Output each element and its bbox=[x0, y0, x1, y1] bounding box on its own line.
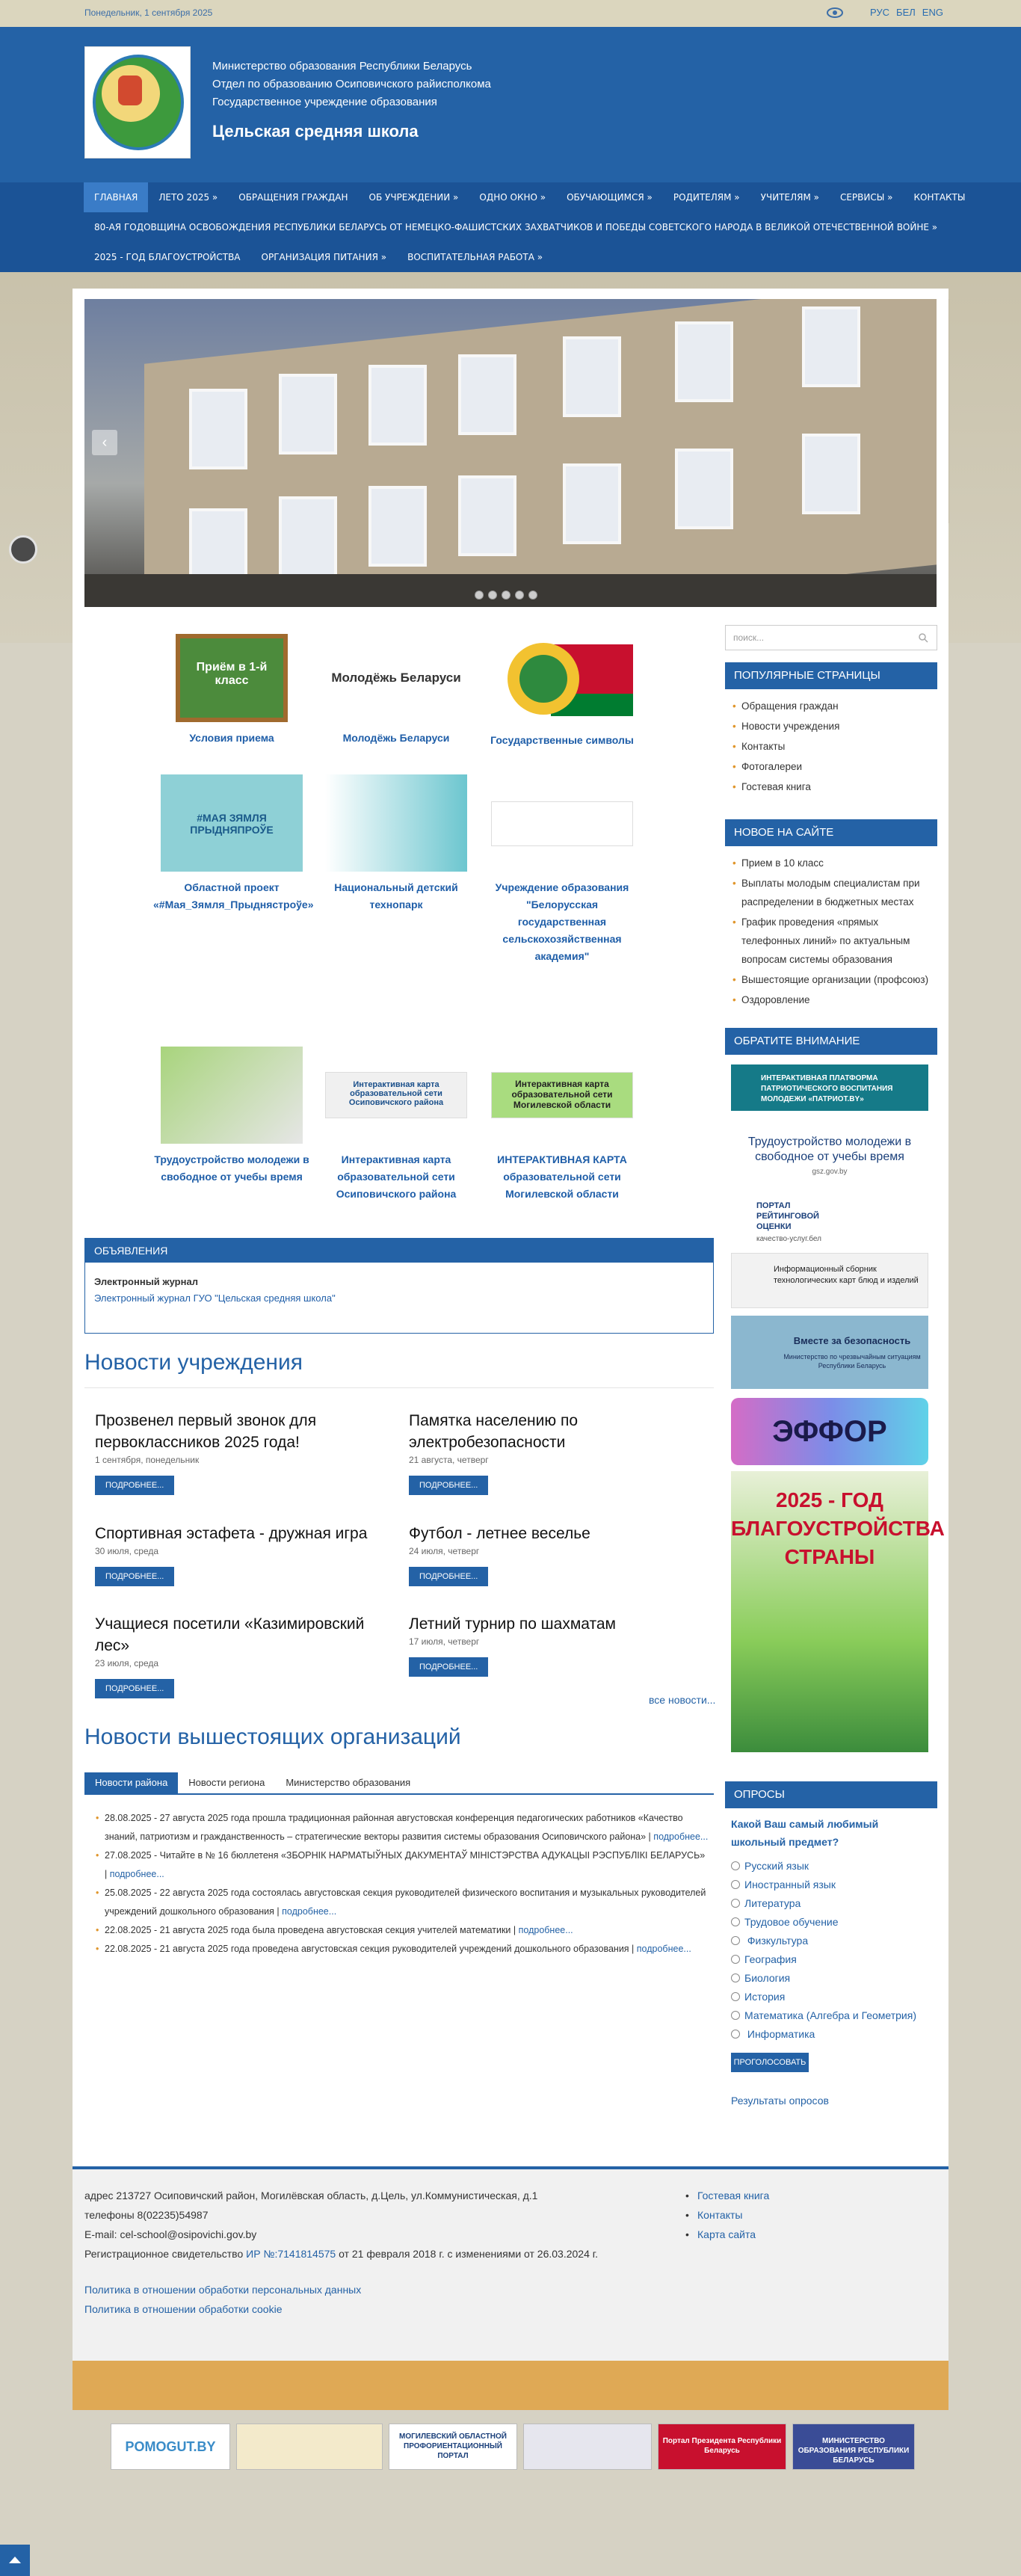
org-news-text: 27.08.2025 - Читайте в № 16 бюллетеня «ЗБОРНІК НАРМАТЫЎНЫХ ДАКУМЕНТАЎ МІНІСТЭРСТВА АДУКАЦЫІ РЭСПУБЛІКІ БЕЛАРУСЬ» | bbox=[105, 1850, 706, 1879]
news-title[interactable]: Футбол - летнее веселье bbox=[409, 1525, 590, 1542]
banner-sub: Министерство по чрезвычайным ситуациям Республики Беларусь bbox=[783, 1353, 921, 1369]
nav-one-window[interactable]: ОДНО ОКНО » bbox=[479, 192, 546, 203]
slider-dot[interactable] bbox=[515, 591, 524, 600]
region-map-image: Интерактивная карта образовательной сети Могилевской области bbox=[491, 1072, 633, 1118]
read-more-button[interactable]: ПОДРОБНЕЕ... bbox=[95, 1679, 174, 1698]
read-more-link[interactable]: подробнее... bbox=[636, 1944, 691, 1954]
popular-link[interactable]: • Контакты bbox=[725, 737, 937, 756]
poll-option[interactable]: История bbox=[731, 1991, 785, 2003]
state-emblem-icon bbox=[491, 634, 633, 722]
popular-link[interactable]: • Обращения граждан bbox=[725, 697, 937, 715]
school-logo[interactable] bbox=[84, 46, 191, 158]
tile-label: Интерактивная карта образовательной сети Осиповичского района bbox=[336, 1153, 457, 1200]
slider-dot[interactable] bbox=[475, 591, 484, 600]
search-input[interactable]: поиск... bbox=[725, 625, 937, 650]
banner-partner[interactable] bbox=[236, 2424, 383, 2470]
reg-link[interactable]: ИР №:7141814575 bbox=[246, 2248, 336, 2260]
news-item bbox=[95, 1523, 401, 1586]
tile-admission[interactable] bbox=[153, 634, 310, 747]
header-ministry: Министерство образования Республики Беларусь bbox=[212, 60, 472, 73]
banner-pomogut[interactable]: POMOGUT.BY bbox=[111, 2424, 230, 2470]
nav-services[interactable]: СЕРВИСЫ » bbox=[839, 192, 893, 203]
banner-partner[interactable] bbox=[523, 2424, 652, 2470]
org-news-text: 28.08.2025 - 27 августа 2025 года прошла традиционная районная августовская конференция педагогических работников «Качество знаний, патриотизм и гражданственность – стратегические векторы развития системы образования Осиповичского района» | bbox=[105, 1813, 683, 1842]
nav-anniversary[interactable]: 80-АЯ ГОДОВЩИНА ОСВОБОЖДЕНИЯ РЕСПУБЛИКИ БЕЛАРУСЬ ОТ НЕМЕЦКО-ФАШИСТСКИХ ЗАХВАТЧИКОВ И ПОБЕДЫ СОВЕТСКОГО НАРОДА В ВЕЛИКОЙ ОТЕЧЕСТВЕННОЙ ВОЙНЕ » bbox=[94, 222, 938, 232]
org-news-text: 22.08.2025 - 21 августа 2025 года проведена августовская секция руководителей учреждений дошкольного образования | bbox=[105, 1944, 635, 1954]
read-more-link[interactable]: подробнее... bbox=[282, 1906, 337, 1917]
banner-effor[interactable]: ЭФФОР bbox=[731, 1398, 928, 1465]
nav-nutrition[interactable]: ОРГАНИЗАЦИЯ ПИТАНИЯ » bbox=[261, 252, 387, 262]
reg-date: от 21 февраля 2018 г. с изменениями от 26.03.2024 г. bbox=[339, 2248, 599, 2260]
org-news-text: 22.08.2025 - 21 августа 2025 года была проведена августовская секция учителей математики | bbox=[105, 1925, 516, 1935]
popular-link[interactable]: • Фотогалереи bbox=[725, 757, 937, 776]
partner-banners bbox=[111, 2424, 915, 2470]
nav-about[interactable]: ОБ УЧРЕЖДЕНИИ » bbox=[368, 192, 459, 203]
scroll-top-button[interactable] bbox=[0, 2545, 30, 2576]
tile-label: Областной проект «#Мая_Зямля_Прыднястроўе» bbox=[153, 881, 314, 910]
new-link[interactable]: • Оздоровление bbox=[725, 990, 937, 1009]
tile-label: Учреждение образования "Белорусская государственная сельскохозяйственная академия" bbox=[495, 881, 629, 962]
news-date: 1 сентября, понедельник bbox=[95, 1455, 200, 1465]
banner-safety[interactable] bbox=[731, 1316, 928, 1389]
footer-email: E-mail: cel-school@osipovichi.gov.by bbox=[84, 2228, 257, 2240]
slider-dot[interactable] bbox=[528, 591, 537, 600]
search-icon[interactable] bbox=[918, 632, 928, 643]
slider-dot[interactable] bbox=[488, 591, 497, 600]
org-news-tabs bbox=[84, 1772, 714, 1795]
slider-prev-button[interactable]: ‹ bbox=[92, 430, 117, 455]
lang-eng[interactable]: ENG bbox=[922, 7, 943, 18]
banner-ministry[interactable]: МИНИСТЕРСТВО ОБРАЗОВАНИЯ РЕСПУБЛИКИ БЕЛАРУСЬ bbox=[792, 2424, 915, 2470]
tab-district[interactable]: Новости района bbox=[84, 1772, 178, 1793]
banner-text: ПОРТАЛ РЕЙТИНГОВОЙ ОЦЕНКИ bbox=[756, 1201, 819, 1231]
banner-rating[interactable] bbox=[731, 1193, 928, 1247]
announcement-title: Электронный журнал bbox=[94, 1276, 198, 1287]
new-on-site bbox=[725, 819, 937, 1011]
org-news-text: 25.08.2025 - 22 августа 2025 года состоялась августовская секция руководителей физического воспитания и музыкальных руководителей учреждений дошкольного образования | bbox=[105, 1888, 706, 1917]
banner-patriot[interactable]: ИНТЕРАКТИВНАЯ ПЛАТФОРМА ПАТРИОТИЧЕСКОГО ВОСПИТАНИЯ МОЛОДЕЖИ «ПАТРИОТ.BY» bbox=[731, 1064, 928, 1111]
banner-employment[interactable] bbox=[731, 1118, 928, 1187]
list-item bbox=[96, 1940, 709, 1959]
list-item bbox=[96, 1884, 709, 1921]
decorative-bar bbox=[73, 2361, 948, 2410]
banner-prof-portal[interactable]: МОГИЛЕВСКИЙ ОБЛАСТНОЙ ПРОФОРИЕНТАЦИОННЫЙ ПОРТАЛ bbox=[389, 2424, 517, 2470]
org-news-heading: Новости вышестоящих организаций bbox=[84, 1725, 461, 1749]
lang-rus[interactable]: РУС bbox=[870, 7, 890, 18]
reg-text: Регистрационное свидетельство bbox=[84, 2248, 244, 2260]
nav-students[interactable]: ОБУЧАЮЩИМСЯ » bbox=[567, 192, 653, 203]
regional-project-image: #МАЯ ЗЯМЛЯ ПРЫДНЯПРОЎЕ bbox=[161, 774, 303, 872]
tile-agri-academy[interactable] bbox=[484, 774, 641, 965]
vote-button[interactable]: ПРОГОЛОСОВАТЬ bbox=[731, 2053, 809, 2072]
news-date: 30 июля, среда bbox=[95, 1546, 159, 1556]
list-item bbox=[96, 1921, 709, 1940]
popular-link[interactable]: • Гостевая книга bbox=[725, 777, 937, 796]
news-divider bbox=[84, 1387, 714, 1388]
slider-dots bbox=[475, 591, 537, 600]
announcement-link[interactable]: Электронный журнал ГУО "Цельская средняя школа" bbox=[94, 1292, 336, 1304]
read-more-link[interactable]: подробнее... bbox=[518, 1925, 573, 1935]
poll-option[interactable]: Иностранный язык bbox=[731, 1879, 836, 1891]
header-institution: Государственное учреждение образования bbox=[212, 96, 437, 108]
announcements-box bbox=[84, 1238, 714, 1334]
news-title[interactable]: Спортивная эстафета - дружная игра bbox=[95, 1525, 368, 1542]
tile-region-map[interactable] bbox=[484, 1047, 641, 1203]
slider-dot[interactable] bbox=[502, 591, 510, 600]
news-date: 21 августа, четверг bbox=[409, 1455, 489, 1465]
admission-image: Приём в 1-й класс bbox=[176, 634, 288, 722]
news-item bbox=[409, 1613, 715, 1677]
news-date: 23 июля, среда bbox=[95, 1658, 159, 1668]
nav-contacts[interactable]: КОНТАКТЫ bbox=[913, 192, 966, 203]
tile-symbols[interactable] bbox=[484, 634, 641, 749]
news-item bbox=[95, 1410, 401, 1495]
new-link[interactable]: • Выплаты молодым специалистам при распределении в бюджетных местах bbox=[725, 874, 937, 911]
eye-icon[interactable] bbox=[827, 6, 843, 19]
banner-text: Вместе за безопасность bbox=[793, 1335, 911, 1346]
nav-teachers[interactable]: УЧИТЕЛЯМ » bbox=[760, 192, 819, 203]
poll-option[interactable]: Биология bbox=[731, 1972, 790, 1984]
news-item bbox=[409, 1410, 715, 1495]
attention-box bbox=[725, 1028, 937, 1055]
banner-tech-cards[interactable]: Информационный сборник технологических карт блюд и изделий bbox=[731, 1253, 928, 1308]
tile-label: Национальный детский технопарк bbox=[334, 881, 458, 910]
list-item bbox=[96, 1846, 709, 1884]
new-title: НОВОЕ НА САЙТЕ bbox=[725, 819, 937, 846]
tile-label: Молодёжь Беларуси bbox=[342, 732, 450, 744]
banner-year-improvement[interactable]: 2025 - ГОД БЛАГОУСТРОЙСТВА СТРАНЫ bbox=[731, 1471, 928, 1752]
footer-address: адрес 213727 Осиповичский район, Могилёвская область, д.Цель, ул.Коммунистическая, д.1 bbox=[84, 2190, 538, 2201]
all-news-link[interactable]: все новости... bbox=[649, 1694, 716, 1706]
new-link[interactable]: • Прием в 10 класс bbox=[725, 854, 937, 872]
nav-summer[interactable]: ЛЕТО 2025 » bbox=[158, 192, 218, 203]
footer-link-guestbook[interactable]: • Гостевая книга bbox=[685, 2186, 769, 2205]
banner-text: Трудоустройство молодежи в свободное от учебы время bbox=[747, 1136, 912, 1163]
read-more-button[interactable]: ПОДРОБНЕЕ... bbox=[409, 1657, 488, 1677]
new-link[interactable]: • График проведения «прямых телефонных линий» по актуальным вопросам системы образования bbox=[725, 913, 937, 969]
nav-year[interactable]: 2025 - ГОД БЛАГОУСТРОЙСТВА bbox=[94, 252, 241, 262]
language-switcher bbox=[870, 7, 950, 18]
new-link[interactable]: • Вышестоящие организации (профсоюз) bbox=[725, 970, 937, 989]
news-date: 24 июля, четверг bbox=[409, 1546, 480, 1556]
tile-youth[interactable] bbox=[318, 634, 475, 747]
accessibility-icon[interactable] bbox=[9, 535, 37, 564]
poll-question: Какой Ваш самый любимый школьный предмет? bbox=[731, 1818, 879, 1848]
tab-ministry[interactable]: Министерство образования bbox=[286, 1777, 411, 1788]
footer-registration bbox=[84, 2244, 598, 2264]
poll-option[interactable]: Физкультура bbox=[731, 1935, 808, 1947]
news-title[interactable]: Учащиеся посетили «Казимировский лес» bbox=[95, 1615, 365, 1654]
current-date: Понедельник, 1 сентября 2025 bbox=[84, 7, 213, 18]
read-more-button[interactable]: ПОДРОБНЕЕ... bbox=[95, 1476, 174, 1495]
poll-option[interactable]: Трудовое обучение bbox=[731, 1916, 839, 1928]
image-slider bbox=[84, 299, 937, 607]
school-name: Цельская средняя школа bbox=[212, 122, 419, 141]
read-more-button[interactable]: ПОДРОБНЕЕ... bbox=[95, 1567, 174, 1586]
list-item bbox=[96, 1809, 709, 1846]
footer-phone: телефоны 8(02235)54987 bbox=[84, 2209, 209, 2221]
tile-district-map[interactable] bbox=[318, 1047, 475, 1203]
poll-box bbox=[725, 1781, 937, 1808]
youth-logo: Молодёжь Беларуси bbox=[331, 671, 461, 685]
poll-option[interactable]: Информатика bbox=[731, 2028, 815, 2040]
academy-image bbox=[491, 801, 633, 846]
attention-title: ОБРАТИТЕ ВНИМАНИЕ bbox=[725, 1028, 937, 1055]
footer-link-contacts[interactable]: • Контакты bbox=[685, 2205, 769, 2225]
news-item bbox=[409, 1523, 715, 1586]
header-department: Отдел по образованию Осиповичского райисполкома bbox=[212, 78, 491, 90]
district-map-image: Интерактивная карта образовательной сети Осиповичского района bbox=[325, 1072, 467, 1118]
footer-link-sitemap[interactable]: • Карта сайта bbox=[685, 2225, 769, 2244]
poll-option[interactable]: География bbox=[731, 1953, 797, 1965]
news-item bbox=[95, 1613, 401, 1698]
poll-option[interactable]: Литература bbox=[731, 1897, 801, 1909]
banner-president[interactable]: Портал Президента Республики Беларусь bbox=[658, 2424, 786, 2470]
popular-pages bbox=[725, 662, 937, 798]
poll-option[interactable]: Математика (Алгебра и Геометрия) bbox=[731, 2009, 916, 2021]
read-more-button[interactable]: ПОДРОБНЕЕ... bbox=[409, 1476, 488, 1495]
nav-parents[interactable]: РОДИТЕЛЯМ » bbox=[673, 192, 740, 203]
news-title[interactable]: Прозвенел первый звонок для первоклассников 2025 года! bbox=[95, 1412, 317, 1451]
read-more-link[interactable]: подробнее... bbox=[109, 1869, 164, 1879]
tile-label: Трудоустройство молодежи в свободное от учебы время bbox=[154, 1153, 309, 1183]
tile-label: ИНТЕРАКТИВНАЯ КАРТА образовательной сети Могилевской области bbox=[497, 1153, 627, 1200]
nav-upbringing[interactable]: ВОСПИТАТЕЛЬНАЯ РАБОТА » bbox=[407, 252, 543, 262]
main-nav bbox=[0, 182, 1021, 272]
news-title[interactable]: Памятка населению по электробезопасности bbox=[409, 1412, 579, 1451]
banner-sub: gsz.gov.by bbox=[812, 1168, 848, 1176]
poll-results-link[interactable]: Результаты опросов bbox=[731, 2095, 829, 2107]
tab-region[interactable]: Новости региона bbox=[188, 1777, 265, 1788]
lang-bel[interactable]: БЕЛ bbox=[896, 7, 916, 18]
tile-regional-project[interactable] bbox=[153, 774, 314, 913]
announcements-title: ОБЪЯВЛЕНИЯ bbox=[85, 1239, 713, 1263]
read-more-link[interactable]: подробнее... bbox=[653, 1831, 709, 1842]
cookie-policy-link[interactable]: Политика в отношении обработки cookie bbox=[84, 2303, 283, 2315]
nav-appeals[interactable]: ОБРАЩЕНИЯ ГРАЖДАН bbox=[238, 192, 348, 203]
banner-sub: качество-услуг.бел bbox=[756, 1235, 821, 1243]
tile-label: Государственные символы bbox=[490, 734, 634, 746]
poll-option[interactable]: Русский язык bbox=[731, 1860, 809, 1872]
nav-home[interactable]: ГЛАВНАЯ bbox=[84, 182, 148, 212]
tile-label: Условия приема bbox=[189, 732, 274, 744]
news-date: 17 июля, четверг bbox=[409, 1636, 480, 1647]
tile-technopark[interactable] bbox=[318, 774, 475, 913]
poll-title: ОПРОСЫ bbox=[725, 1781, 937, 1808]
tile-youth-employment[interactable] bbox=[153, 1047, 310, 1186]
privacy-policy-link[interactable]: Политика в отношении обработки персональных данных bbox=[84, 2284, 362, 2296]
news-heading: Новости учреждения bbox=[84, 1350, 303, 1375]
read-more-button[interactable]: ПОДРОБНЕЕ... bbox=[409, 1567, 488, 1586]
org-news-list bbox=[96, 1809, 709, 1959]
technopark-image bbox=[325, 774, 467, 872]
popular-link[interactable]: • Новости учреждения bbox=[725, 717, 937, 736]
footer-links bbox=[685, 2186, 769, 2244]
popular-title: ПОПУЛЯРНЫЕ СТРАНИЦЫ bbox=[725, 662, 937, 689]
news-title[interactable]: Летний турнир по шахматам bbox=[409, 1615, 616, 1633]
employment-image bbox=[161, 1047, 303, 1144]
